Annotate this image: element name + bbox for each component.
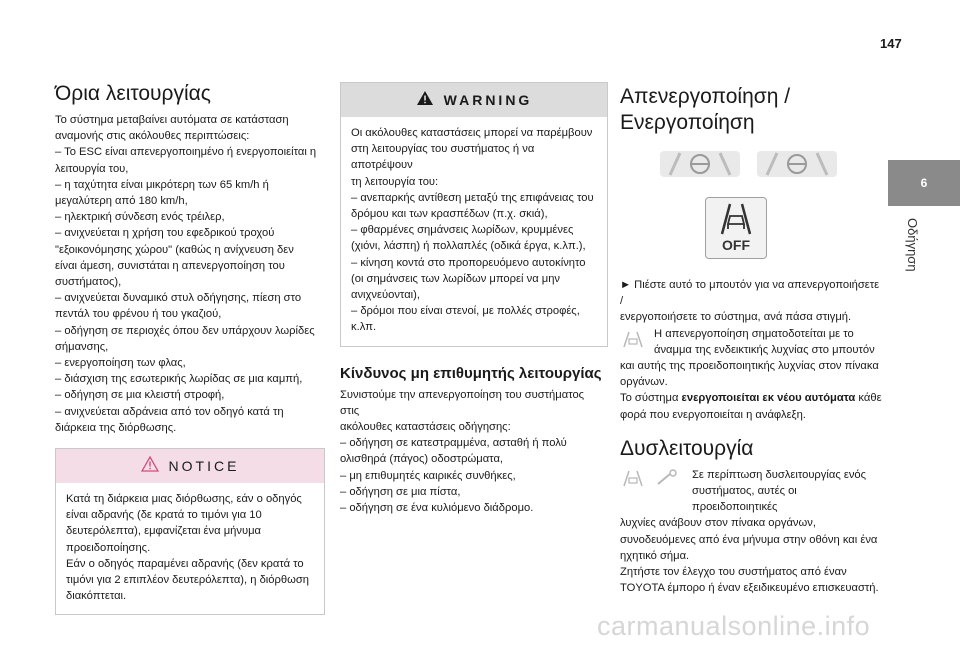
text-line: διάρκεια της διόρθωσης.: [55, 421, 177, 434]
indicator-note: [620, 326, 882, 358]
text-line: – ηλεκτρική σύνδεση ενός τρέιλερ,: [55, 211, 225, 224]
bold-span: ενεργοποιείται εκ νέου αυτόματα: [681, 392, 856, 405]
text-line: άναμμα της ενδεικτικής λυχνίας στο μπουτόν: [654, 343, 875, 356]
lane-warning-lamp-icon: [620, 330, 646, 353]
text-line: ανιχνεύονται),: [351, 289, 420, 302]
text-line: Η απενεργοποίηση σηματοδοτείται με το: [654, 327, 854, 340]
text-line: λειτουργία του,: [55, 162, 129, 175]
text-line: – κίνηση κοντά στο προπορευόμενο αυτοκίνητο: [351, 256, 586, 269]
text-line: Συνιστούμε την απενεργοποίηση του συστήματος στις: [340, 388, 585, 417]
text-line: (οι σημάνσεις των λωρίδων μπορεί να μην: [351, 272, 561, 285]
limits-section: [55, 82, 317, 615]
text-line: και αυτής της προειδοποιητικής λυχνίας στον πίνακα: [620, 360, 879, 373]
text-line: – Το ESC είναι απενεργοποιημένο ή ενεργοποιείται η: [55, 146, 317, 159]
watermark: carmanualsonline.info: [597, 611, 871, 641]
text-line: ► Πιέστε αυτό το μπουτόν για να απενεργοποιήσετε /: [620, 279, 880, 308]
text-line: – ενεργοποίηση των φλας,: [55, 357, 186, 370]
dashboard-indicators: [620, 145, 882, 193]
text-line: Ζητήστε τον έλεγχο του συστήματος από έναν: [620, 566, 847, 579]
text-line: είναι αδρανής (δε κρατά το τιμόνι για 10: [66, 509, 262, 522]
section-title: Όρια λειτουργίας: [55, 82, 211, 105]
text-line: ολισθηρά (πάγος) οδοστρώματα,: [340, 453, 504, 466]
wrench-icon: [654, 469, 680, 492]
steering-wheel-lane-left-icon: [660, 149, 740, 184]
text-span: Το σύστημα: [620, 392, 682, 405]
unwanted-operation-section: [340, 365, 602, 517]
text-line: ακόλουθες καταστάσεις οδήγησης:: [340, 421, 511, 434]
text-line: τη λειτουργία του:: [351, 175, 439, 188]
notice-title: NOTICE: [168, 458, 240, 475]
text-line: τιμόνι για 2 επιπλέον δευτερόλεπτα), η διόρθωση: [66, 574, 309, 587]
text-line: – ανιχνεύεται δυναμικό στυλ οδήγησης, πίεση στο: [55, 292, 302, 305]
text-line: – ανιχνεύεται αδράνεια από τον οδηγό κατά τη: [55, 405, 284, 418]
text-line: – οδήγηση σε περιοχές όπου δεν υπάρχουν λωρίδες: [55, 324, 315, 337]
chapter-tab: 6: [888, 160, 960, 206]
text-line: Εάν ο οδηγός παραμένει αδρανής (δεν κρατά το: [66, 557, 304, 570]
text-line: – ανιχνεύεται η χρήση του εφεδρικού τροχού: [55, 227, 275, 240]
section-title-line2: Ενεργοποίηση: [620, 111, 755, 134]
text-line: – φθαρμένες σημάνσεις λωρίδων, κρυμμένες: [351, 224, 574, 237]
text-line: – οδήγηση σε μια πίστα,: [340, 485, 461, 498]
text-line: πεντάλ του φρένου ή του γκαζιού,: [55, 308, 222, 321]
lane-warning-lamp-icon: [620, 469, 646, 492]
text-line: – ανεπαρκής αντίθεση μεταξύ της επιφάνειας του: [351, 191, 594, 204]
text-line: προειδοποίησης.: [66, 541, 151, 554]
steering-wheel-lane-right-icon: [757, 149, 837, 184]
notice-box: [55, 448, 325, 615]
text-line: συστήματος, αυτές οι προειδοποιητικές: [692, 485, 797, 514]
lane-assist-off-button[interactable]: [705, 197, 767, 259]
warning-box: [340, 82, 608, 347]
section-title: Απενεργοποίηση /: [620, 85, 791, 108]
malfunction-title: Δυσλειτουργία: [620, 436, 754, 460]
warning-title: WARNING: [443, 92, 533, 108]
text-line: "εξοικονόμησης χώρου" (καθώς η ανίχνευση δεν: [55, 243, 294, 256]
reactivation-line: [620, 390, 882, 406]
subsection-title: Κίνδυνος μη επιθυμητής λειτουργίας: [340, 364, 602, 382]
warning-section: [340, 82, 602, 516]
text-line: οργάνων.: [620, 376, 668, 389]
limits-text: [55, 112, 317, 436]
warning-triangle-icon: [416, 90, 434, 111]
text-line: Το σύστημα μεταβαίνει αυτόματα σε κατάσταση: [55, 114, 289, 126]
text-line: (χιόνι, λάσπη) ή πολλαπλές (οδικά έργα, κ.λπ.),: [351, 240, 586, 253]
text-line: ηχητικό σήμα.: [620, 549, 690, 562]
text-line: – διάσχιση της εσωτερικής λωρίδας σε μια καμπή,: [55, 373, 303, 386]
text-line: λυχνίες ανάβουν στον πίνακα οργάνων,: [620, 517, 816, 530]
text-line: είναι άμεση, συνιστάται η απενεργοποίηση του: [55, 259, 285, 272]
text-line: συνοδευόμενες από ένα μήνυμα στην οθόνη και ένα: [620, 533, 878, 546]
text-line: ενεργοποιήσετε το σύστημα, ανά πάσα στιγμή.: [620, 311, 852, 324]
text-line: σήμανσης,: [55, 340, 109, 353]
text-line: δρόμου και των κρασπέδων (π.χ. σκιά),: [351, 208, 548, 221]
warning-triangle-icon: [141, 456, 159, 477]
deactivation-text: [620, 277, 882, 423]
page-number: 147: [880, 36, 902, 51]
chapter-tab-label: Οδήγηση: [905, 218, 920, 272]
text-line: – οδήγηση σε ένα κυλιόμενο διάδρομο.: [340, 502, 534, 515]
text-line: Κατά τη διάρκεια μιας διόρθωσης, εάν ο οδηγός: [66, 493, 302, 506]
notice-header: [56, 449, 324, 483]
notice-body: [56, 483, 324, 614]
text-line: κ.λπ.: [351, 321, 377, 334]
text-line: συστήματος),: [55, 276, 122, 289]
warning-header: [341, 83, 607, 117]
text-line: Σε περίπτωση δυσλειτουργίας ενός: [692, 468, 867, 481]
text-line: – οδήγηση σε κατεστραμμένα, ασταθή ή πολύ: [340, 437, 567, 450]
text-line: διακόπτεται.: [66, 590, 127, 603]
text-line: – οδήγηση σε μια κλειστή στροφή,: [55, 389, 225, 402]
text-line: αναμονής στις ακόλουθες περιπτώσεις:: [55, 130, 250, 143]
lane-car-icon: [714, 202, 758, 236]
text-line: φορά που ενεργοποιείται η ανάφλεξη.: [620, 408, 806, 421]
deactivation-section: [620, 85, 882, 596]
text-span: κάθε: [855, 392, 882, 405]
text-line: – δρόμοι που είναι στενοί, με πολλές στροφές,: [351, 305, 580, 318]
text-line: μεγαλύτερη από 180 km/h,: [55, 195, 188, 208]
text-line: – η ταχύτητα είναι μικρότερη των 65 km/h ή: [55, 178, 269, 191]
warning-body: [341, 117, 607, 346]
text-line: TOYOTA έμπορο ή έναν εξειδικευμένο επισκευαστή.: [620, 582, 879, 595]
text-line: – μη επιθυμητές καιρικές συνθήκες,: [340, 469, 516, 482]
off-label: OFF: [722, 237, 750, 253]
text-line: στη λειτουργίας του συστήματος ή να αποτρέψουν: [351, 143, 535, 172]
text-line: δευτερόλεπτα), εμφανίζεται ένα μήνυμα: [66, 525, 262, 538]
text-line: Οι ακόλουθες καταστάσεις μπορεί να παρέμβουν: [351, 127, 593, 139]
malfunction-note: [620, 467, 882, 516]
